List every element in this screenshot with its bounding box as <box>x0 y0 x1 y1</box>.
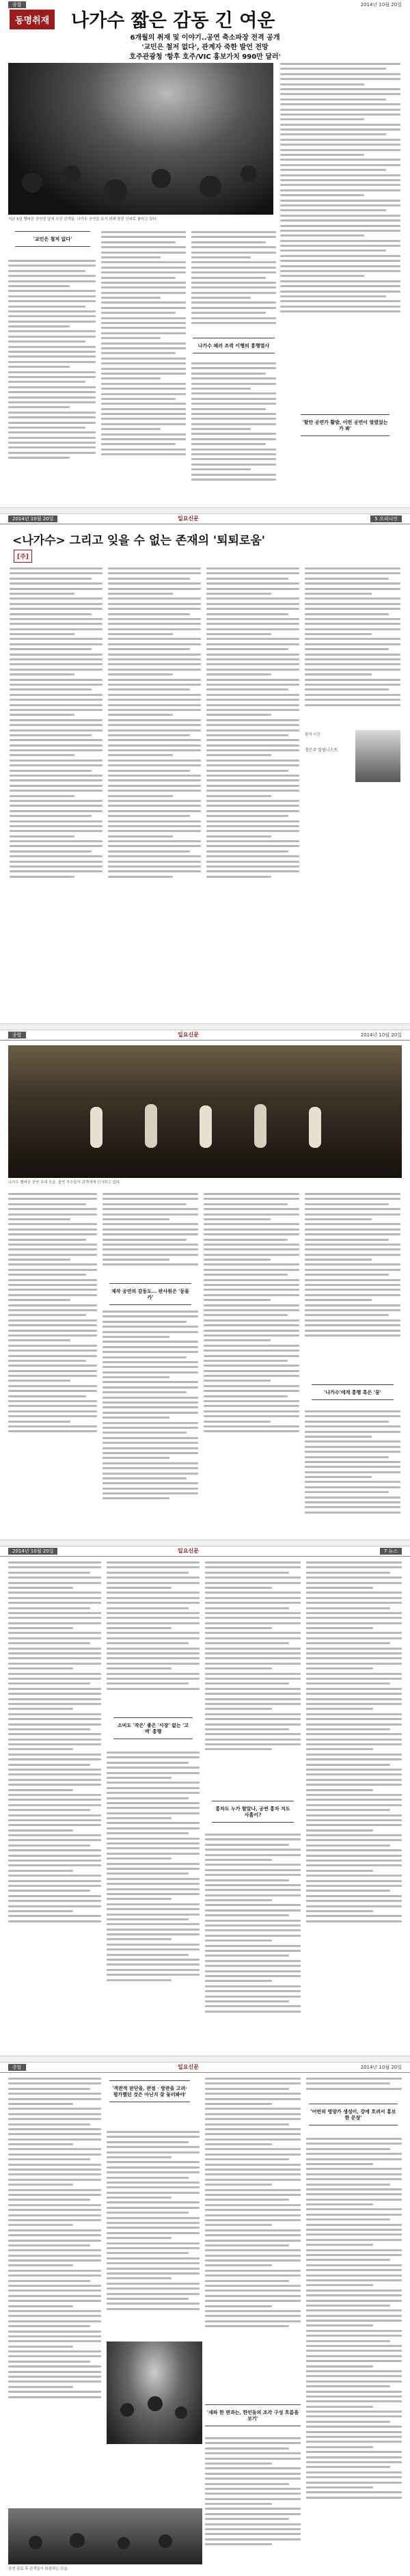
article-column-4b <box>306 2138 402 2562</box>
column-body-1 <box>10 567 102 1005</box>
feature-badge: 동명취재 <box>10 10 55 29</box>
article-column-4 <box>191 362 276 492</box>
page-separator <box>0 1540 410 1546</box>
pull-quote-2: '나가수'에게 흥행 혹은 '꿈' <box>312 1384 394 1400</box>
pull-quote-2: '어떤의 영양가 생성이, 강에 흐려서 홍보 한 문장' <box>309 2104 398 2125</box>
column-tag: [주] <box>14 550 32 563</box>
paper-logo: 일요신문 <box>178 1032 199 1038</box>
page-title: 나가수 짧은 감동 긴 여운 <box>71 10 275 31</box>
column-title: <나가수> 그리고 잊을 수 없는 존재의 '퇴퇴로움' <box>12 534 266 548</box>
article-column-3b <box>205 1834 301 2040</box>
article-column-2 <box>102 1193 198 1275</box>
pull-quote-2: 나가수 패러 조력 이행의 흥행열사 <box>193 338 275 353</box>
stage-photo-caption: 나가수 멜버른 공연 무대 모습. 출연 가수들이 관객에게 인사하고 있다. <box>8 1181 121 1185</box>
page-date: 2014년 10월 20일 <box>360 1032 402 1038</box>
article-column-3 <box>191 231 276 334</box>
page-header <box>0 2063 410 2073</box>
column-body-2 <box>108 567 201 1005</box>
pull-quote-1: 소비도 '작은' 좋은 '사장' 없는 '고액' 흥행 <box>113 1717 193 1739</box>
pull-quote-1: 제작 공연의 감동도... 판사원은 '동물카' <box>109 1283 191 1305</box>
bottom-photo-caption: 공연 종료 후 관객들이 퇴장하는 모습. <box>8 2567 69 2571</box>
page-date: 2014년 10월 20일 <box>360 2065 402 2070</box>
paper-logo: 일요신문 <box>178 1548 199 1554</box>
author-byline: 정은주 칼럼니스트 <box>305 748 338 753</box>
section-label: 종합 <box>8 1032 26 1038</box>
page-header <box>0 1030 410 1041</box>
page-separator <box>0 2056 410 2063</box>
page-separator <box>0 507 410 514</box>
column-body-4 <box>305 567 400 725</box>
article-column-2 <box>107 2131 200 2336</box>
page-5 <box>0 2063 410 2576</box>
pull-quote-2: 흥차도 누가 할았나, 공연 흥차 지도 사흘이? <box>212 1801 294 1823</box>
section-label: 종합 <box>8 1 26 8</box>
article-column-3 <box>205 1561 301 1794</box>
page-1 <box>0 0 410 507</box>
stage-photo <box>8 1045 402 1178</box>
page-4 <box>0 1546 410 2056</box>
author-photo-caption: 필자 사진 <box>305 733 320 737</box>
subheadline-3: 호주관광청 '항후 호주/VIC 홍보가치 990만 달러' <box>129 53 281 61</box>
pull-quote-3: '할만 공연가 활발, 어떤 공연이 열렸었는가 봐' <box>301 414 390 436</box>
article-column-4 <box>306 1561 402 2040</box>
crowd-photo <box>8 63 273 215</box>
article-column-2b <box>102 1311 198 1528</box>
page-3 <box>0 1030 410 1540</box>
page-header <box>0 1546 410 1557</box>
article-column-1 <box>8 1561 101 2040</box>
article-column-1 <box>8 1193 97 1528</box>
article-column-2b <box>107 1752 200 2040</box>
subheadline-2: '교민은 철저 없다', 관계자 죽한 발언 전망 <box>141 44 269 51</box>
article-column-3 <box>205 2078 301 2399</box>
section-label: 2014년 10월 20일 <box>8 515 57 522</box>
page-date: 2014년 10월 20일 <box>360 2 402 8</box>
article-column-2 <box>107 1561 200 1712</box>
photo-caption: 지난 5일 멜버른 공연장 앞에 모인 관객들. 나가수 공연을 보기 위해 몰린 인파로 붐비고 있다. <box>8 217 158 222</box>
article-column-3b <box>205 2437 301 2560</box>
article-column-1 <box>8 260 96 492</box>
author-photo <box>355 730 400 782</box>
section-label: 2014년 10월 20일 <box>8 1548 57 1555</box>
article-column-4 <box>306 2078 402 2098</box>
pull-quote-3: '새파 한 편과는, 한인들의 조각 구성 흐름을 보기' <box>205 2404 301 2426</box>
page-header <box>0 514 410 524</box>
paper-logo: 일요신문 <box>178 515 199 522</box>
exit-crowd-photo <box>107 2342 202 2444</box>
pull-quote-1: '교민은 철저 없다' <box>15 231 90 247</box>
paper-logo: 일요신문 <box>178 2064 199 2070</box>
article-column-1 <box>8 2078 101 2501</box>
article-column-2 <box>101 231 186 491</box>
section-right: 7 뉴스 <box>380 1548 402 1555</box>
pull-quote-1: '객관적 판단을, 관점 · 방관을 고려·평가했던 것은 아닌지 잘 둘러봐야' <box>109 2080 190 2102</box>
section-right: 5 오피니언 <box>370 515 402 522</box>
article-column-4b <box>305 1410 400 1528</box>
page-separator <box>0 1023 410 1030</box>
column-body-3 <box>206 567 299 1005</box>
bottom-photo <box>8 2508 202 2564</box>
article-column-3 <box>204 1193 299 1528</box>
page-2 <box>0 514 410 1023</box>
article-column-4 <box>305 1193 400 1378</box>
subheadline-1: 6개월의 취재 및 이야기..공연 축소파장 전격 공개 <box>130 34 280 42</box>
section-label: 종합 <box>8 2064 26 2071</box>
